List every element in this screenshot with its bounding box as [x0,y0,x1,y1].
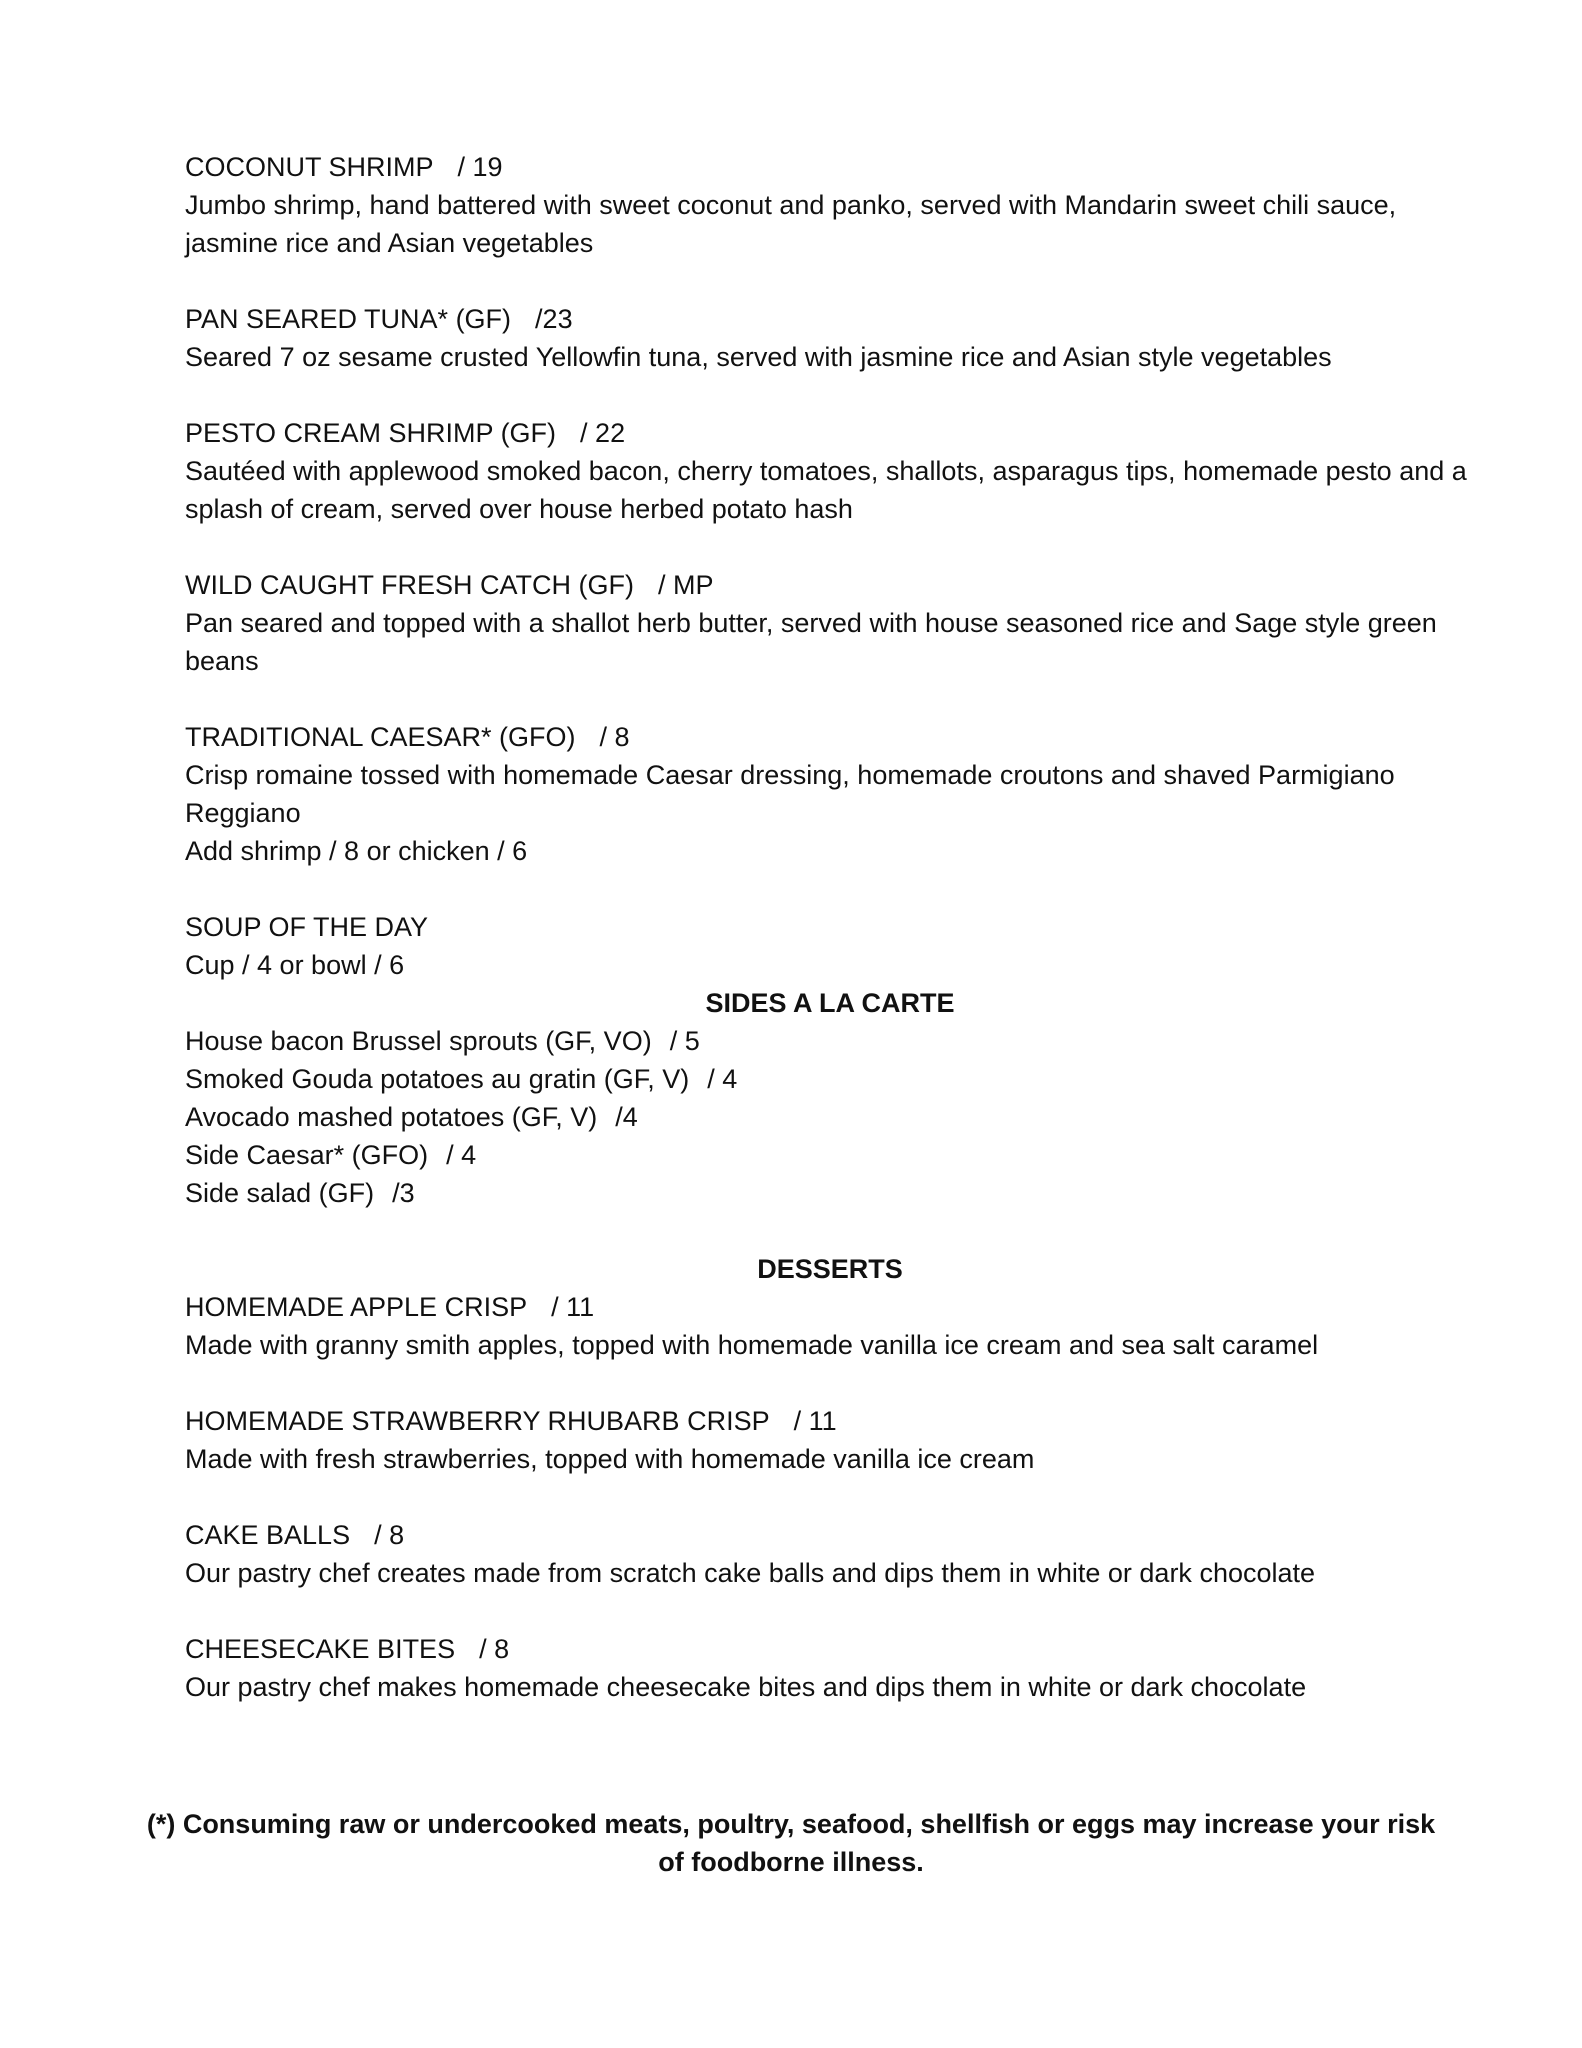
side-item-name: Avocado mashed potatoes (GF, V) [185,1102,598,1132]
dessert-item-apple-crisp [185,1288,1475,1364]
sides-list [185,1022,1475,1212]
dessert-item-description: Made with granny smith apples, topped with homemade vanilla ice cream and sea salt caramel [185,1330,1319,1360]
dessert-item-cake-balls [185,1516,1475,1592]
menu-item-addon: Add shrimp / 8 or chicken / 6 [185,836,528,866]
side-item-price: /4 [615,1102,638,1132]
side-item-price: / 4 [707,1064,738,1094]
menu-item-description: Crisp romaine tossed with homemade Caesar dressing, homemade croutons and shaved Parmigiano Reggiano [185,760,1395,828]
menu-item-name: WILD CAUGHT FRESH CATCH (GF) [185,570,634,600]
dessert-item-strawberry-rhubarb-crisp [185,1402,1475,1478]
dessert-item-price: / 8 [479,1634,510,1664]
dessert-item-price: / 11 [793,1406,837,1436]
side-item [185,1136,1475,1174]
dessert-item-title [185,1288,1475,1326]
side-item [185,1022,1475,1060]
dessert-item-title [185,1630,1475,1668]
side-item [185,1174,1475,1212]
raw-food-disclaimer: (*) Consuming raw or undercooked meats, poultry, seafood, shellfish or eggs may increase your risk of foodborne illness. [146,1809,1436,1877]
side-item [185,1060,1475,1098]
side-item-name: Side salad (GF) [185,1178,375,1208]
side-item-name: House bacon Brussel sprouts (GF, VO) [185,1026,652,1056]
menu-item-soup-of-the-day [185,908,1475,984]
dessert-item-title [185,1516,1475,1554]
menu-item-description: Pan seared and topped with a shallot herb butter, served with house seasoned rice and Sage style green beans [185,608,1437,676]
menu-item-price: / 19 [457,152,503,182]
menu-item-name: PESTO CREAM SHRIMP (GF) [185,418,557,448]
dessert-item-price: / 11 [551,1292,595,1322]
menu-item-price: / 8 [599,722,630,752]
menu-item-coconut-shrimp [185,148,1475,262]
menu-item-name: COCONUT SHRIMP [185,152,434,182]
menu-item-name: PAN SEARED TUNA* (GF) [185,304,512,334]
menu-page [185,148,1475,1706]
menu-item-title [185,718,1475,756]
dessert-item-title [185,1402,1475,1440]
menu-item-price: / MP [658,570,714,600]
side-item-name: Side Caesar* (GFO) [185,1140,429,1170]
dessert-item-cheesecake-bites [185,1630,1475,1706]
side-item [185,1098,1475,1136]
side-item-price: / 5 [669,1026,700,1056]
menu-item-title [185,300,1475,338]
menu-item-traditional-caesar [185,718,1475,870]
menu-item-title [185,566,1475,604]
menu-item-pan-seared-tuna [185,300,1475,376]
desserts-heading: DESSERTS [757,1254,903,1284]
menu-item-title [185,148,1475,186]
dessert-item-name: CHEESECAKE BITES [185,1634,456,1664]
side-item-price: /3 [392,1178,415,1208]
menu-item-price: /23 [535,304,573,334]
side-item-name: Smoked Gouda potatoes au gratin (GF, V) [185,1064,690,1094]
menu-item-pesto-cream-shrimp [185,414,1475,528]
side-item-price: / 4 [446,1140,477,1170]
dessert-item-description: Our pastry chef makes homemade cheesecake bites and dips them in white or dark chocolate [185,1672,1307,1702]
menu-item-description: Cup / 4 or bowl / 6 [185,950,405,980]
dessert-item-description: Our pastry chef creates made from scratch cake balls and dips them in white or dark chocolate [185,1558,1316,1588]
menu-item-description: Sautéed with applewood smoked bacon, cherry tomatoes, shallots, asparagus tips, homemade pesto and a splash of cream, served over house herbed potato hash [185,456,1467,524]
dessert-item-name: HOMEMADE STRAWBERRY RHUBARB CRISP [185,1406,770,1436]
menu-item-title [185,414,1475,452]
dessert-item-description: Made with fresh strawberries, topped with homemade vanilla ice cream [185,1444,1035,1474]
sides-heading: SIDES A LA CARTE [705,988,955,1018]
dessert-item-price: / 8 [374,1520,405,1550]
menu-item-description: Seared 7 oz sesame crusted Yellowfin tuna, served with jasmine rice and Asian style vegetables [185,342,1332,372]
menu-item-price: / 22 [580,418,626,448]
menu-item-description: Jumbo shrimp, hand battered with sweet coconut and panko, served with Mandarin sweet chili sauce, jasmine rice and Asian vegetables [185,190,1397,258]
menu-item-wild-caught-fresh-catch [185,566,1475,680]
menu-item-name: SOUP OF THE DAY [185,912,429,942]
menu-item-name: TRADITIONAL CAESAR* (GFO) [185,722,576,752]
dessert-item-name: HOMEMADE APPLE CRISP [185,1292,528,1322]
dessert-item-name: CAKE BALLS [185,1520,351,1550]
